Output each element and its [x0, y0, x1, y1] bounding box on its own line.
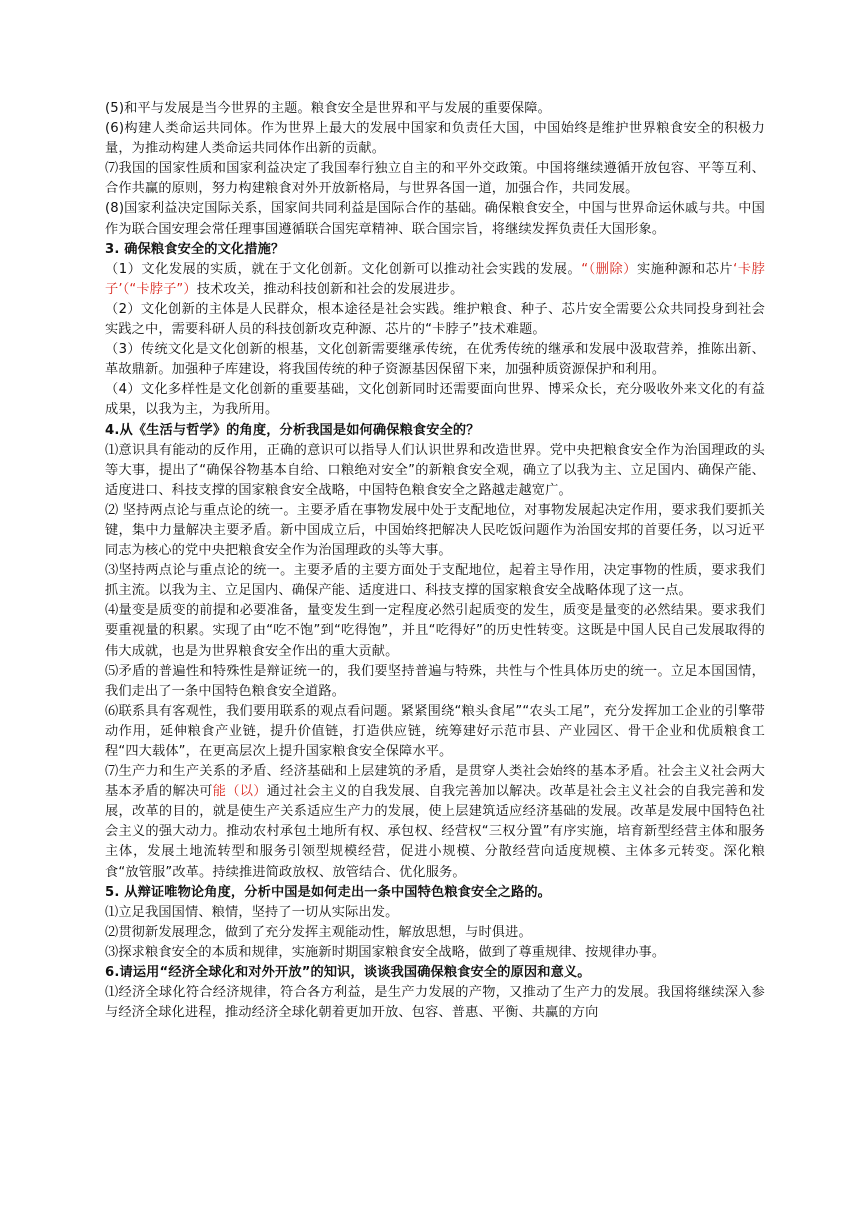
section-heading-5: 5. 从辩证唯物论角度，分析中国是如何走出一条中国特色粮食安全之路的。	[105, 884, 552, 900]
paragraph-culture-4: （4）文化多样性是文化创新的重要基础，文化创新同时还需要面向世界、博采众长，充分吸收外来文化的有益成果，以我为主，为我所用。	[105, 382, 765, 418]
paragraph-philosophy-1: ⑴意识具有能动的反作用，正确的意识可以指导人们认识世界和改造世界。党中央把粮食安全作为治国理政的头等大事，提出了“确保谷物基本自给、口粮绝对安全”的新粮食安全观，确立了以我为主、立足国内、确保产能、适度进口、科技支撑的国家粮食安全战略，中国特色粮食安全之路越走越宽广。	[105, 442, 765, 498]
paragraph-8: (8)国家利益决定国际关系，国家间共同利益是国际合作的基础。确保粮食安全，中国与世界命运休戚与共。中国作为联合国安理会常任理事国遵循联合国宪章精神、联合国宗旨，将继续发挥负责任大国形象。	[105, 201, 765, 237]
paragraph-5: (5)和平与发展是当今世界的主题。粮食安全是世界和平与发展的重要保障。	[105, 101, 551, 116]
red-edit-mark: 能（以）	[212, 784, 267, 800]
paragraph-materialism-3: ⑶探求粮食安全的本质和规律，实施新时期国家粮食安全战略，做到了尊重规律、按规律办事。	[105, 944, 666, 960]
paragraph-text: 通过社会主义的自我发展、自我完善加以解决。改革是社会主义社会的自我完善和发展，改革的目的，就是使生产关系适应生产力的发展，使上层建筑适应经济基础的发展。改革是发展中国特色社会主义的强大动力。推动农村承包土地所有权、承包权、经营权“三权分置”有序实施，培育新型经营主体和服务主体，发展土地流转型和服务引领型规模经营，促进小规模、分散经营向适度规模、主体多元转变。深化粮食“放管服”改革。持续推进简政放权、放管结合、优化服务。	[105, 784, 765, 880]
red-edit-mark: ‘卡脖子’（“卡脖子”）	[105, 261, 765, 297]
paragraph-philosophy-6: ⑹联系具有客观性，我们要用联系的观点看问题。紧紧围绕“粮头食尾”“农头工尾”，充分发挥加工企业的引擎带动作用，延伸粮食产业链，提升价值链，打造供应链，统筹建好示范市县、产业园区、骨干企业和优质粮食工程“四大载体”，在更高层次上提升国家粮食安全保障水平。	[105, 703, 765, 759]
paragraph-text: ⑺生产力和生产关系的矛盾、经济基础和上层建筑的矛盾，是贯穿人类社会始终的基本矛盾。社会主义社会两大基本矛盾的解决可	[105, 764, 765, 800]
paragraph-culture-3: （3）传统文化是文化创新的根基，文化创新需要继承传统，在优秀传统的继承和发展中汲取营养，推陈出新、革故鼎新。加强种子库建设，将我国传统的种子资源基因保留下来，加强种质资源保护和利用。	[105, 342, 765, 378]
paragraph-philosophy-2: ⑵ 坚持两点论与重点论的统一。主要矛盾在事物发展中处于支配地位，对事物发展起决定作用，要求我们要抓关键，集中力量解决主要矛盾。新中国成立后，中国始终把解决人民吃饭问题作为治国安邦的首要任务，以习近平同志为核心的党中央把粮食安全作为治国理政的头等大事。	[105, 502, 765, 559]
section-heading-3: 3. 确保粮食安全的文化措施？	[105, 241, 285, 257]
paragraph-6: (6)构建人类命运共同体。作为世界上最大的发展中国家和负责任大国，中国始终是维护世界粮食安全的积极力量，为推动构建人类命运共同体作出新的贡献。	[105, 121, 765, 157]
red-edit-mark: “（删除）	[581, 261, 637, 277]
paragraph-philosophy-5: ⑸矛盾的普遍性和特殊性是辩证统一的，我们要坚持普遍与特殊，共性与个性具体历史的统一。立足本国国情，我们走出了一条中国特色粮食安全道路。	[105, 663, 765, 699]
paragraph-materialism-1: ⑴立足我国国情、粮情，坚持了一切从实际出发。	[105, 904, 399, 920]
paragraph-culture-1	[105, 260, 765, 300]
paragraph-philosophy-3: ⑶坚持两点论与重点论的统一。主要矛盾的主要方面处于支配地位，起着主导作用，决定事物的性质，要求我们抓主流。以我为主、立足国内、确保产能、适度进口、科技支撑的国家粮食安全战略体现了这一点。	[105, 563, 765, 599]
paragraph-7: ⑺我国的国家性质和国家利益决定了我国奉行独立自主的和平外交政策。中国将继续遵循开放包容、平等互利、合作共赢的原则，努力构建粮食对外开放新格局，与世界各国一道，加强合作，共同发展。	[105, 161, 765, 197]
paragraph-philosophy-4: ⑷量变是质变的前提和必要准备，量变发生到一定程度必然引起质变的发生，质变是量变的必然结果。要求我们要重视量的积累。实现了由“吃不饱”到“吃得饱”，并且“吃得好”的历史性转变。这既是中国人民自己发展取得的伟大成就，也是为世界粮食安全作出的重大贡献。	[105, 603, 765, 659]
paragraph-materialism-2: ⑵贯彻新发展理念，做到了充分发挥主观能动性，解放思想，与时俱进。	[105, 924, 532, 940]
paragraph-philosophy-7	[105, 762, 765, 883]
paragraph-text: （1）文化发展的实质，就在于文化创新。文化创新可以推动社会实践的发展。	[105, 261, 582, 277]
section-heading-4: 4.从《生活与哲学》的角度，分析我国是如何确保粮食安全的？	[105, 422, 480, 438]
paragraph-text: 技术攻关，推动科技创新和社会的发展进步。	[196, 281, 464, 297]
paragraph-text: 实施种源和芯片	[636, 261, 734, 277]
section-heading-6: 6.请运用“经济全球化和对外开放”的知识，谈谈我国确保粮食安全的原因和意义。	[105, 965, 591, 981]
paragraph-culture-2: （2）文化创新的主体是人民群众，根本途径是社会实践。维护粮食、种子、芯片安全需要公众共同投身到社会实践之中，需要科研人员的科技创新攻克种源、芯片的“卡脖子”技术难题。	[105, 301, 765, 338]
paragraph-globalization-1: ⑴经济全球化符合经济规律，符合各方利益，是生产力发展的产物，又推动了生产力的发展。我国将继续深入参与经济全球化进程，推动经济全球化朝着更加开放、包容、普惠、平衡、共赢的方向	[105, 985, 765, 1021]
document-page	[105, 99, 765, 1023]
